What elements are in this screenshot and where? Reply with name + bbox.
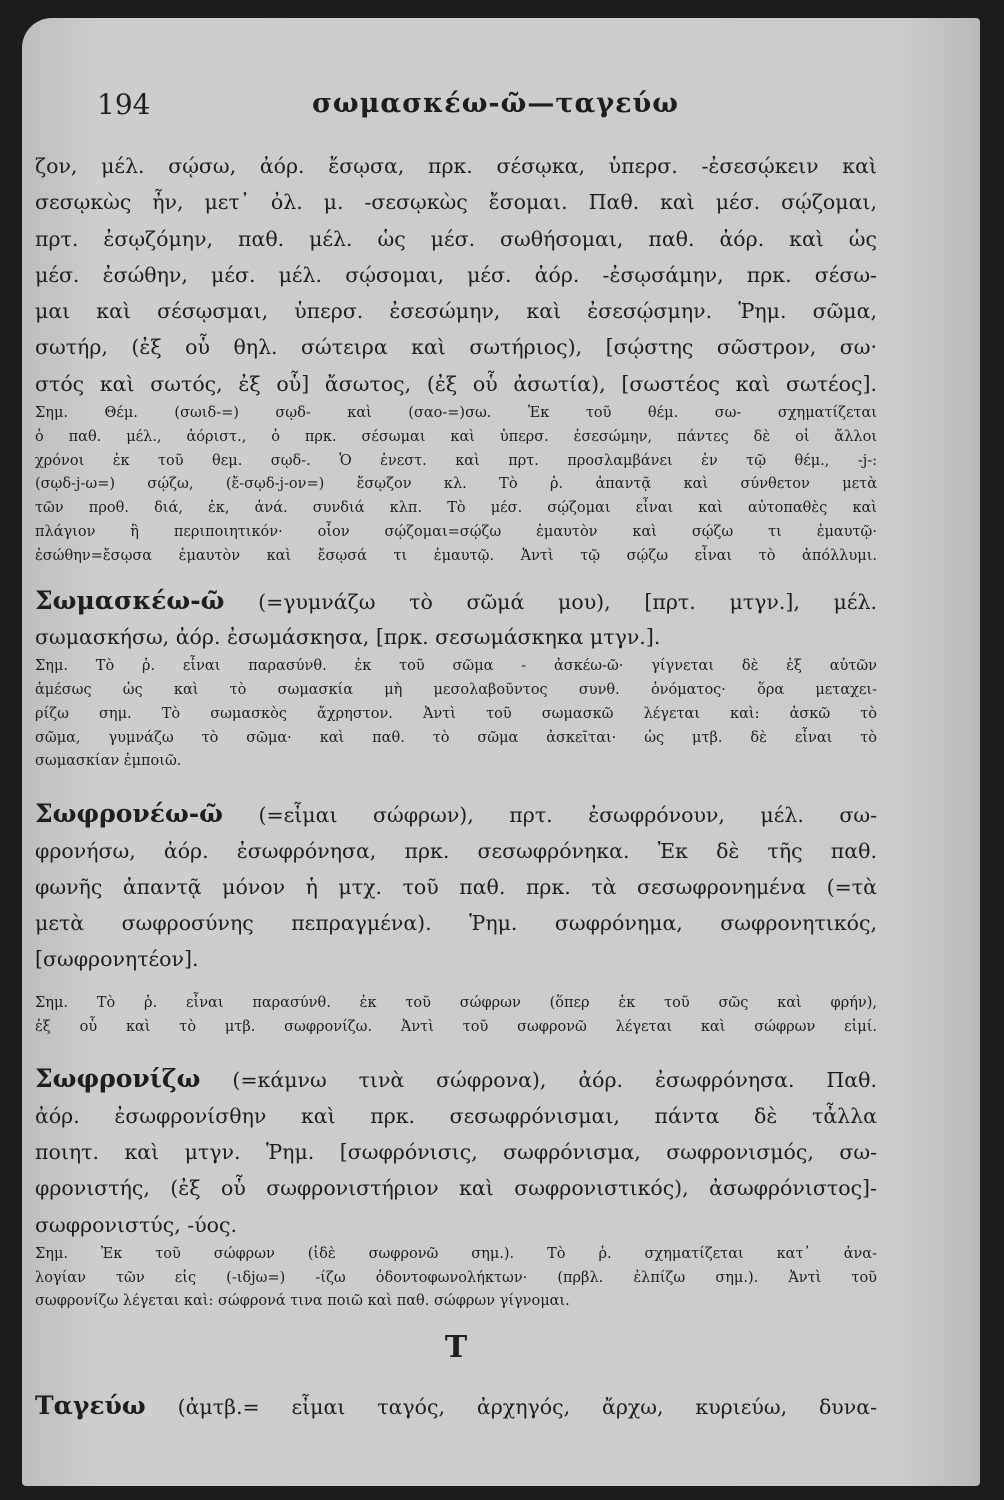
text-line: πρτ. ἐσῳζόμην, παθ. μέλ. ὡς μέσ. σωθήσομαι, παθ. ἀόρ. καὶ ὡς bbox=[35, 226, 877, 251]
text-line: μέσ. ἐσώθην, μέσ. μέλ. σῴσομαι, μέσ. ἀόρ. -ἐσῳσάμην, πρκ. σέσω- bbox=[35, 262, 877, 287]
note-line: λογίαν τῶν εἰς (-ιδjω=) -ίζω ὀδοντοφωνολήκτων· (πρβλ. ἐλπίζω σημ.). Ἀντὶ τοῦ bbox=[35, 1269, 877, 1286]
text-line: σωμασκήσω, ἀόρ. ἐσωμάσκησα, [πρκ. σεσωμάσκηκα μτγν.]. bbox=[35, 624, 661, 649]
entry-first-line bbox=[35, 1061, 877, 1097]
page-number: 194 bbox=[97, 88, 151, 121]
text-line: φωνῆς ἀπαντᾷ μόνον ἡ μτχ. τοῦ παθ. πρκ. τὰ σεσωφρονημένα (=τὰ bbox=[35, 874, 877, 899]
entry-first-line bbox=[35, 796, 877, 832]
dictionary-entry bbox=[35, 1388, 877, 1424]
text-line: ζον, μέλ. σῴσω, ἀόρ. ἔσῳσα, πρκ. σέσῳκα, ὑπερσ. -ἐσεσῴκειν καὶ bbox=[35, 154, 877, 178]
text-line: σωφρονιστύς, -ύος. bbox=[35, 1212, 237, 1237]
entry-note bbox=[35, 402, 877, 569]
note-line: ρίζω σημ. Τὸ σωμασκὸς ἄχρηστον. Ἀντὶ τοῦ σωμασκῶ λέγεται καὶ: ἀσκῶ τὸ bbox=[35, 705, 877, 722]
text-line: μετὰ σωφροσύνης πεπραγμένα). Ῥημ. σωφρόνημα, σωφρονητικός, bbox=[35, 911, 877, 936]
note-line: (σῳδ-j-ω=) σῴζω, (ἔ-σῳδ-j-ον=) ἔσῳζον κλ. Τὸ ῥ. ἀπαντᾷ καὶ σύνθετον μετὰ bbox=[35, 476, 877, 493]
note-line: Σημ. Τὸ ῥ. εἶναι παρασύνθ. ἐκ τοῦ σῶμα - ἀσκέω-ῶ· γίγνεται δὲ ἐξ αὐτῶν bbox=[35, 658, 877, 675]
note-line: ἐσώθην=ἔσῳσα ἐμαυτὸν καὶ ἔσῳσά τι ἐμαυτῷ. Ἀντὶ τῷ σῴζω εἶναι τὸ ἀπόλλυμι. bbox=[35, 547, 877, 564]
note-line: χρόνοι ἐκ τοῦ θεμ. σῳδ-. Ὁ ἐνεστ. καὶ πρτ. προσλαμβάνει ἐν τῷ θέμ., -j-: bbox=[35, 452, 877, 469]
dictionary-entry bbox=[35, 583, 877, 775]
dictionary-entry bbox=[35, 796, 877, 1039]
note-line: ὁ παθ. μέλ., ἀόριστ., ὁ πρκ. σέσωμαι καὶ ὑπερσ. ἐσεσώμην, πάντες δὲ οἱ ἄλλοι bbox=[35, 428, 877, 445]
note-line: ἀμέσως ὡς καὶ τὸ σωμασκία μὴ μεσολαβοῦντος συνθ. ὀνόματος· ὅρα μεταχει- bbox=[35, 682, 877, 699]
book-page bbox=[22, 18, 980, 1486]
entry-continuation bbox=[35, 148, 877, 402]
text-line: στός καὶ σωτός, ἐξ οὗ] ἄσωτος, (ἐξ οὗ ἀσωτία), [σωστέος καὶ σωτέος]. bbox=[35, 371, 877, 396]
text-line: φρονιστής, (ἐξ οὗ σωφρονιστήριον καὶ σωφρονιστικός), ἀσωφρόνιστος]- bbox=[35, 1176, 877, 1201]
entry-text: (ἀμτβ.= εἶμαι ταγός, ἀρχηγός, ἄρχω, κυριεύω, δυνα- bbox=[145, 1395, 877, 1420]
entry-headword: Ταγεύω bbox=[35, 1391, 146, 1421]
note-line: Σημ. Τὸ ῥ. εἶναι παρασύνθ. ἐκ τοῦ σώφρων (ὅπερ ἐκ τοῦ σῶς καὶ φρήν), bbox=[35, 994, 877, 1011]
note-line: Σημ. Ἐκ τοῦ σώφρων (ἰδὲ σωφρονῶ σημ.). Τὸ ῥ. σχηματίζεται κατ᾽ ἀνα- bbox=[35, 1245, 877, 1262]
dictionary-text bbox=[35, 148, 877, 1424]
running-head: σωμασκέω-ῶ—ταγεύω bbox=[312, 88, 679, 119]
note-line: πλάγιον ἢ περιποιητικόν· οἷον σῴζομαι=σῴζω ἐμαυτὸν καὶ σῴζω τι ἐμαυτῷ· bbox=[35, 524, 877, 541]
section-letter: Τ bbox=[444, 1330, 468, 1366]
entry-headword: Σωφρονίζω bbox=[35, 1064, 201, 1094]
entry-first-line bbox=[35, 1388, 877, 1424]
entry-text: (=κάμνω τινὰ σώφρονα), ἀόρ. ἐσωφρόνησα. Παθ. bbox=[200, 1068, 877, 1093]
note-line: σωφρονίζω λέγεται καὶ: σώφρονά τινα ποιῶ καὶ παθ. σώφρων γίγνομαι. bbox=[35, 1293, 570, 1310]
entry-headword: Σωφρονέω-ῶ bbox=[35, 799, 223, 829]
text-line: σεσῳκὼς ἦν, μετ᾽ ὀλ. μ. -σεσῳκὼς ἔσομαι. Παθ. καὶ μέσ. σῴζομαι, bbox=[35, 190, 877, 215]
note-line: Σημ. Θέμ. (σωιδ-=) σῳδ- καὶ (σαο-=)σω. Ἐκ τοῦ θέμ. σω- σχηματίζεται bbox=[35, 405, 877, 422]
text-line: φρονήσω, ἀόρ. ἐσωφρόνησα, πρκ. σεσωφρόνηκα. Ἐκ δὲ τῆς παθ. bbox=[35, 838, 877, 863]
text-line: σωτήρ, (ἐξ οὗ θηλ. σώτειρα καὶ σωτήριος), [σῴστης σῶστρον, σω· bbox=[35, 335, 877, 360]
note-line: σῶμα, γυμνάζω τὸ σῶμα· καὶ παθ. τὸ σῶμα ἀσκεῖται· ὡς μτβ. δὲ εἶναι τὸ bbox=[35, 729, 877, 746]
dictionary-entry bbox=[35, 1061, 877, 1314]
page-header bbox=[22, 88, 980, 138]
text-line: μαι καὶ σέσῳσμαι, ὑπερσ. ἐσεσώμην, καὶ ἐσεσῴσμην. Ῥημ. σῶμα, bbox=[35, 299, 877, 324]
note-line: ἐξ οὗ καὶ τὸ μτβ. σωφρονίζω. Ἀντὶ τοῦ σωφρονῶ λέγεται καὶ σώφρων εἰμί. bbox=[35, 1018, 877, 1035]
entry-text: (=εἶμαι σώφρων), πρτ. ἐσωφρόνουν, μέλ. σω- bbox=[222, 803, 877, 828]
entry-text: (=γυμνάζω τὸ σῶμά μου), [πρτ. μτγν.], μέλ. bbox=[224, 589, 877, 614]
note-line: σωμασκίαν ἐμποιῶ. bbox=[35, 753, 182, 770]
entry-first-line bbox=[35, 583, 877, 619]
entry-headword: Σωμασκέω-ῶ bbox=[35, 585, 225, 615]
text-line: ποιητ. καὶ μτγν. Ῥημ. [σωφρόνισις, σωφρόνισμα, σωφρονισμός, σω- bbox=[35, 1139, 877, 1164]
text-line: [σωφρονητέον]. bbox=[35, 947, 199, 972]
note-line: τῶν προθ. διά, ἐκ, ἀνά. συνδιά κλπ. Τὸ μέσ. σῴζομαι εἶναι καὶ αὐτοπαθὲς καὶ bbox=[35, 500, 877, 517]
text-line: ἀόρ. ἐσωφρονίσθην καὶ πρκ. σεσωφρόνισμαι, πάντα δὲ τἆλλα bbox=[35, 1103, 877, 1128]
